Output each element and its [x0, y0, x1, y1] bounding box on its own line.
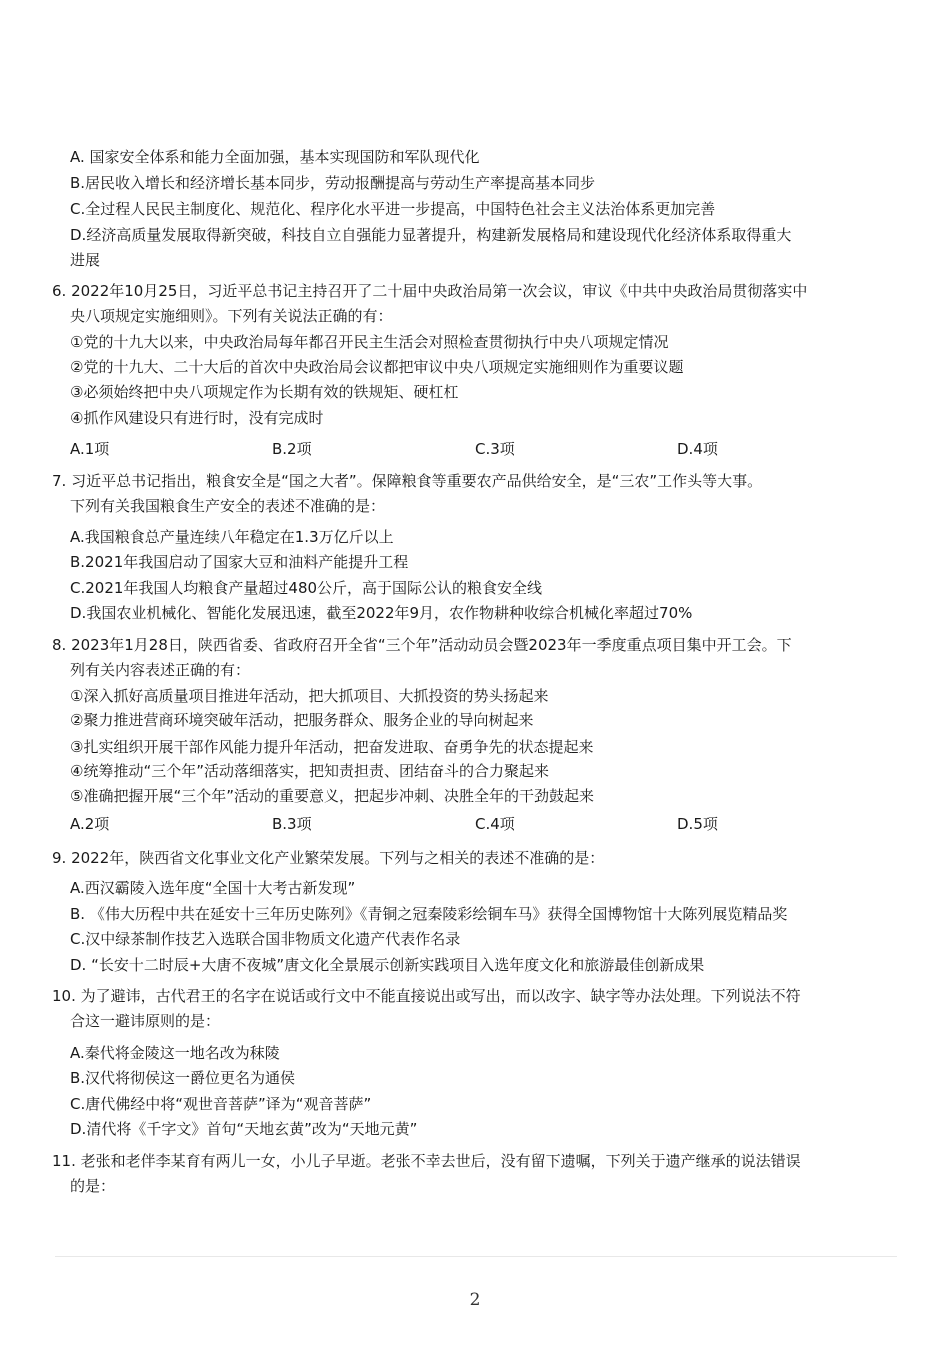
q10-option-b: B.汉代将彻侯这一爵位更名为通侯 — [70, 1069, 296, 1087]
q7-stem-cont: 下列有关我国粮食生产安全的表述不准确的是： — [70, 497, 386, 515]
q5-option-d-cont: 进展 — [70, 251, 101, 269]
footer-divider — [55, 1256, 897, 1257]
q6-choice-c: C.3项 — [475, 440, 515, 458]
q6-stem-cont: 央八项规定实施细则》。下列有关说法正确的有： — [70, 307, 393, 325]
q8-choice-d: D.5项 — [677, 815, 718, 833]
q7-option-c: C.2021年我国人均粮食产量超过480公斤，高于国际公认的粮食安全线 — [70, 579, 543, 597]
q11-stem: 11. 老张和老伴李某育有两儿一女，小儿子早逝。老张不幸去世后，没有留下遗嘱，下列关于遗产继承的说法错误 — [52, 1152, 801, 1170]
q5-option-a: A. 国家安全体系和能力全面加强，基本实现国防和军队现代化 — [70, 148, 480, 166]
q9-option-d: D. “长安十二时辰+大唐不夜城”唐文化全景展示创新实践项目入选年度文化和旅游最佳创新成果 — [70, 956, 705, 974]
q10-stem: 10. 为了避讳，古代君王的名字在说话或行文中不能直接说出或写出，而以改字、缺字等办法处理。下列说法不符 — [52, 987, 801, 1005]
q10-stem-cont: 合这一避讳原则的是： — [70, 1012, 221, 1030]
q9-option-b: B. 《伟大历程中共在延安十三年历史陈列》《青铜之冠秦陵彩绘铜车马》获得全国博物馆十大陈列展览精品奖 — [70, 905, 788, 923]
q8-item-3: ③扎实组织开展干部作风能力提升年活动，把奋发进取、奋勇争先的状态提起来 — [70, 738, 594, 756]
q10-option-a: A.秦代将金陵这一地名改为秣陵 — [70, 1044, 280, 1062]
q7-option-a: A.我国粮食总产量连续八年稳定在1.3万亿斤以上 — [70, 528, 394, 546]
q6-choices — [70, 439, 890, 459]
q6-item-3: ③必须始终把中央八项规定作为长期有效的铁规矩、硬杠杠 — [70, 383, 459, 401]
q7-option-d: D.我国农业机械化、智能化发展迅速，截至2022年9月，农作物耕种收综合机械化率超过70% — [70, 604, 693, 622]
q8-item-4: ④统筹推动“三个年”活动落细落实，把知责担责、团结奋斗的合力聚起来 — [70, 762, 549, 780]
q5-option-b: B.居民收入增长和经济增长基本同步，劳动报酬提高与劳动生产率提高基本同步 — [70, 174, 596, 192]
q8-item-1: ①深入抓好高质量项目推进年活动，把大抓项目、大抓投资的势头扬起来 — [70, 687, 549, 705]
q7-option-b: B.2021年我国启动了国家大豆和油料产能提升工程 — [70, 553, 409, 571]
q8-stem-cont: 列有关内容表述正确的有： — [70, 661, 251, 679]
q8-stem: 8. 2023年1月28日，陕西省委、省政府召开全省“三个年”活动动员会暨2023年一季度重点项目集中开工会。下 — [52, 636, 792, 654]
q8-choice-c: C.4项 — [475, 815, 515, 833]
q6-item-1: ①党的十九大以来，中央政治局每年都召开民主生活会对照检查贯彻执行中央八项规定情况 — [70, 333, 669, 351]
q11-stem-cont: 的是： — [70, 1177, 116, 1195]
q8-item-5: ⑤准确把握开展“三个年”活动的重要意义，把起步冲刺、决胜全年的干劲鼓起来 — [70, 787, 594, 805]
q5-option-c: C.全过程人民民主制度化、规范化、程序化水平进一步提高，中国特色社会主义法治体系更加完善 — [70, 200, 716, 218]
q6-choice-a: A.1项 — [70, 440, 110, 458]
q9-option-c: C.汉中绿茶制作技艺入选联合国非物质文化遗产代表作名录 — [70, 930, 461, 948]
q6-stem: 6. 2022年10月25日，习近平总书记主持召开了二十届中央政治局第一次会议，审议《中共中央政治局贯彻落实中 — [52, 282, 808, 300]
q9-stem: 9. 2022年，陕西省文化事业文化产业繁荣发展。下列与之相关的表述不准确的是： — [52, 849, 605, 867]
page-number: 2 — [469, 1290, 481, 1310]
q7-stem: 7. 习近平总书记指出，粮食安全是“国之大者”。保障粮食等重要农产品供给安全，是“三农”工作头等大事。 — [52, 472, 763, 490]
q5-option-d: D.经济高质量发展取得新突破，科技自立自强能力显著提升，构建新发展格局和建设现代化经济体系取得重大 — [70, 226, 792, 244]
q8-choice-a: A.2项 — [70, 815, 110, 833]
q9-option-a: A.西汉霸陵入选年度“全国十大考古新发现” — [70, 879, 356, 897]
q6-choice-d: D.4项 — [677, 440, 718, 458]
q8-item-2: ②聚力推进营商环境突破年活动，把服务群众、服务企业的导向树起来 — [70, 711, 534, 729]
q8-choice-b: B.3项 — [272, 815, 312, 833]
q10-option-d: D.清代将《千字文》首句“天地玄黄”改为“天地元黄” — [70, 1120, 418, 1138]
q6-item-4: ④抓作风建设只有进行时，没有完成时 — [70, 409, 324, 427]
q10-option-c: C.唐代佛经中将“观世音菩萨”译为“观音菩萨” — [70, 1095, 372, 1113]
q6-choice-b: B.2项 — [272, 440, 312, 458]
q8-choices — [70, 814, 890, 834]
q6-item-2: ②党的十九大、二十大后的首次中央政治局会议都把审议中央八项规定实施细则作为重要议题 — [70, 358, 684, 376]
